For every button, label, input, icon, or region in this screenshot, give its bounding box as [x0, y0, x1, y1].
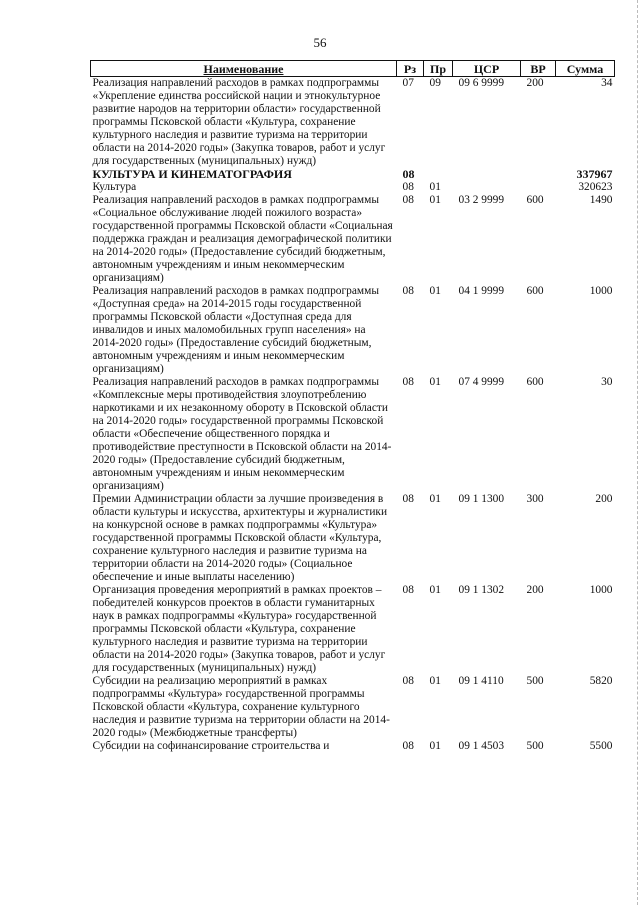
cell-vr: 500: [526, 675, 544, 687]
cell-rz: 08: [402, 285, 414, 297]
cell-rz: 08: [402, 376, 414, 388]
cell-rz: 08: [402, 740, 414, 752]
table-body: [91, 77, 615, 754]
table-row: [91, 285, 615, 376]
cell-sum: 320623: [578, 181, 613, 193]
table-row: [91, 168, 615, 181]
cell-sum: 5820: [589, 675, 613, 687]
cell-pr: 01: [429, 376, 441, 388]
cell-rz: 08: [402, 493, 414, 505]
cell-csr: 04 1 9999: [458, 285, 505, 297]
header-csr: ЦСР: [453, 61, 521, 77]
cell-vr: 500: [526, 740, 544, 752]
cell-pr: 01: [429, 181, 441, 193]
cell-name: Реализация направлений расходов в рамках подпрограммы «Доступная среда» на 2014-2015 годы государственной программы Псковской области «Доступная среда для инвалидов и иных маломобильных групп населения» на 2014-2020 годы» (Предоставление субсидий бюджетным, автономным учреждениям и иным некоммерческим организациям): [92, 285, 379, 375]
cell-vr: 200: [526, 584, 544, 596]
cell-pr: 01: [429, 675, 441, 687]
cell-vr: [521, 181, 556, 194]
cell-csr: [453, 168, 521, 181]
cell-vr: 600: [526, 285, 544, 297]
table-row: [91, 584, 615, 675]
table-row: [91, 181, 615, 194]
cell-rz: 08: [402, 194, 414, 206]
table-row: [91, 740, 615, 753]
cell-vr: 300: [526, 493, 544, 505]
cell-vr: 600: [526, 194, 544, 206]
cell-rz: 08: [402, 167, 415, 181]
cell-rz: 07: [402, 77, 414, 89]
cell-name: Субсидии на софинансирование строительства и: [92, 740, 330, 752]
cell-sum: 1490: [589, 194, 613, 206]
header-vr: ВР: [521, 61, 556, 77]
cell-rz: 08: [402, 675, 414, 687]
cell-sum: 34: [601, 77, 613, 89]
cell-sum: 5500: [589, 740, 613, 752]
header-sum: Сумма: [556, 61, 615, 77]
cell-csr: 09 1 4110: [458, 675, 504, 687]
cell-name: Премии Администрации области за лучшие произведения в области культуры и искусства, архитектуры и журналистики на конкурсной основе в рамках подпрограммы «Культура» государственной программы Псковской области «Культура, сохранение культурного наследия и развитие туризма на территории области на 2014-2020 годы» (Социальное обеспечение и иные выплаты населению): [92, 493, 388, 583]
cell-sum: 200: [595, 493, 613, 505]
cell-csr: 09 1 1300: [458, 493, 505, 505]
cell-name: КУЛЬТУРА И КИНЕМАТОГРАФИЯ: [92, 167, 292, 181]
cell-name: Реализация направлений расходов в рамках подпрограммы «Социальное обслуживание людей пожилого возраста» государственной программы Псковской области «Социальная поддержка граждан и реализация демографической политики на 2014-2020 годы» (Предоставление субсидий бюджетным, автономным учреждениям и иным некоммерческим организациям): [92, 194, 393, 284]
header-name: Наименование: [91, 61, 397, 77]
cell-vr: 200: [526, 77, 544, 89]
cell-pr: 09: [429, 77, 441, 89]
cell-sum: 1000: [589, 584, 613, 596]
table-row: [91, 675, 615, 740]
cell-csr: 03 2 9999: [458, 194, 505, 206]
cell-sum: 337967: [576, 167, 613, 181]
table-row: [91, 77, 615, 169]
cell-name: Субсидии на реализацию мероприятий в рамках подпрограммы «Культура» государственной программы Псковской области «Культура, сохранение культурного наследия и развитие туризма на территории области на 2014-2020 годы» (Межбюджетные трансферты): [92, 675, 390, 739]
cell-pr: 01: [429, 194, 441, 206]
header-rz: Рз: [397, 61, 424, 77]
cell-name: Организация проведения мероприятий в рамках проектов – победителей конкурсов проектов в области гуманитарных наук в рамках подпрограммы «Культура» государственной программы Псковской области «Культура, сохранение культурного наследия и развитие туризма на территории области на 2014-2020 годы» (Закупка товаров, работ и услуг для государственных (муниципальных) нужд): [92, 584, 386, 674]
cell-csr: 09 1 4503: [458, 740, 505, 752]
cell-pr: 01: [429, 740, 441, 752]
cell-rz: 08: [402, 181, 414, 193]
cell-name: Реализация направлений расходов в рамках подпрограммы «Комплексные меры противодействия злоупотреблению наркотиками и их незаконному обороту в Псковской области на 2014-2020 годы» государственной программы Псковской области «Обеспечение общественного порядка и противодействие преступности в Псковской области на 2014-2020 годы» (Предоставление субсидий бюджетным, автономным учреждениям и иным некоммерческим организациям): [92, 376, 392, 492]
table-row: [91, 493, 615, 584]
cell-vr: [521, 168, 556, 181]
cell-name: Культура: [92, 181, 137, 193]
cell-sum: 30: [601, 376, 613, 388]
table-row: [91, 376, 615, 493]
cell-pr: 01: [429, 285, 441, 297]
scan-edge-marks: [635, 0, 638, 905]
cell-rz: 08: [402, 584, 414, 596]
cell-vr: 600: [526, 376, 544, 388]
page-number: 56: [313, 35, 327, 50]
table-row: [91, 194, 615, 285]
cell-pr: 01: [429, 493, 441, 505]
cell-sum: 1000: [589, 285, 613, 297]
cell-name: Реализация направлений расходов в рамках подпрограммы «Укрепление единства российской нации и этнокультурное развитие народов на территории области» государственной программы Псковской области «Культура, сохранение культурного наследия и развитие туризма на территории области на 2014-2020 годы» (Закупка товаров, работ и услуг для государственных (муниципальных) нужд): [92, 77, 386, 167]
cell-pr: 01: [429, 584, 441, 596]
header-pr: Пр: [424, 61, 453, 77]
table-header-row: [91, 61, 615, 77]
cell-csr: 09 6 9999: [458, 77, 505, 89]
cell-csr: [453, 181, 521, 194]
cell-pr: [424, 168, 453, 181]
cell-csr: 09 1 1302: [458, 584, 505, 596]
budget-table: [90, 60, 615, 753]
cell-csr: 07 4 9999: [458, 376, 505, 388]
